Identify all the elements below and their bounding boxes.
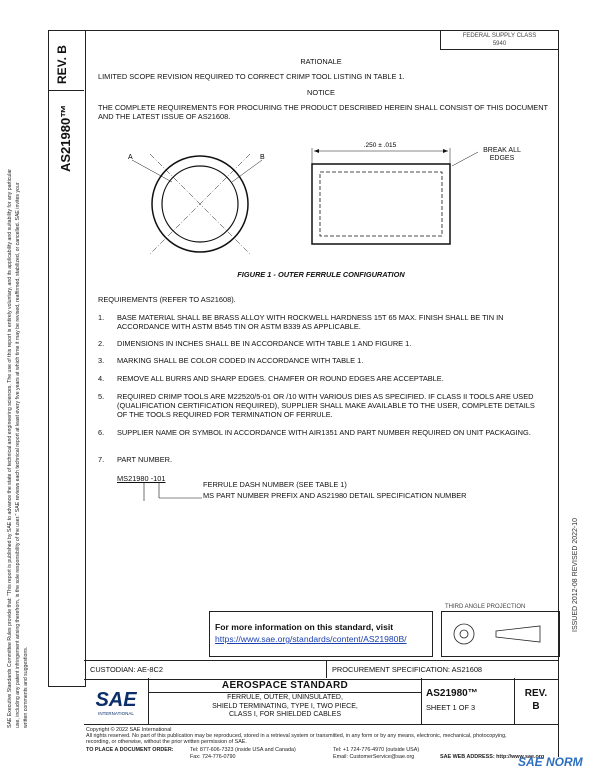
label-b: B (260, 154, 265, 161)
footer-fax: Fax: 724-776-0790 (190, 754, 236, 760)
desc-line-1: FERRULE, OUTER, UNINSULATED, (227, 694, 343, 701)
part-number-example: MS21980 -101 (117, 474, 166, 483)
custodian-text: CUSTODIAN: AE-8C2 (90, 665, 163, 674)
footer-tel: Tel: 877-606-7323 (inside USA and Canada) (190, 747, 296, 753)
ferrule-end-view (132, 154, 262, 254)
side-dates: ISSUED 2012-08 REVISED 2022-10 (572, 517, 579, 632)
standard-description (149, 694, 421, 720)
side-rev-text: REV. (55, 57, 69, 84)
req-text-5: REQUIRED CRIMP TOOLS ARE M22520/5-01 OR /10 WITH VARIOUS DIES AS SPECIFIED. IF CLASS II TOOLS ARE USED (QUALIFICATION CERTIFICATION REQUIRED), SUPPLIER SHALL MAKE AVAILABLE TO THE USER, COMPLETE DETAILS OF THE TOOLS REQUIRED FOR TERMINATION OF FERRULE. (117, 392, 535, 419)
footer-web: SAE WEB ADDRESS: http://www.sae.org (440, 754, 545, 760)
req-text-2: DIMENSIONS IN INCHES SHALL BE IN ACCORDANCE WITH TABLE 1 AND FIGURE 1. (117, 339, 412, 348)
watermark: SAE NORM (518, 755, 583, 769)
side-legal-notice: SAE Executive Standards Committee Rules provide that: "This report is published by SAE to advance the state of technical and engineering sciences. The use of this report is entirely voluntary, and its applicability and suitability for any particular use, including any patent infringement arising therefrom, is the sole responsibility of the user." SAE reviews each technical report at least every five years at which time it may be revised, reaffirmed, stabilized, or cancelled. SAE invites your written comments and suggestions. (7, 168, 29, 728)
requirements-heading: REQUIREMENTS (REFER TO AS21608). (98, 295, 236, 304)
third-angle-symbol (448, 618, 552, 650)
part-number-leaders (140, 482, 210, 502)
req-num-6: 6. (98, 428, 105, 437)
side-rev-value: B (55, 45, 69, 54)
label-a: A (128, 154, 133, 161)
desc-line-3: CLASS I, FOR SHIELDED CABLES (228, 711, 342, 718)
figure-caption: FIGURE 1 - OUTER FERRULE CONFIGURATION (237, 270, 405, 279)
req-text-3: MARKING SHALL BE COLOR CODED IN ACCORDANCE WITH TABLE 1. (117, 356, 364, 365)
desc-line-2: SHIELD TERMINATING, TYPE I, TWO PIECE, (212, 702, 358, 710)
rev-value: B (532, 701, 540, 712)
header-stamp (440, 30, 558, 50)
procurement-spec-text: PROCUREMENT SPECIFICATION: AS21608 (332, 665, 483, 674)
standard-link[interactable]: https://www.sae.org/standards/content/AS21980B/ (215, 634, 407, 644)
rationale-text: LIMITED SCOPE REVISION REQUIRED TO CORRECT CRIMP TOOL LISTING IN TABLE 1. (98, 72, 405, 81)
notice-text: THE COMPLETE REQUIREMENTS FOR PROCURING THE PRODUCT DESCRIBED HEREIN SHALL CONSIST OF THIS DOCUMENT AND THE LATEST ISSUE OF AS21608. (98, 103, 548, 121)
rationale-heading: RATIONALE (300, 57, 342, 66)
req-num-5: 5. (98, 392, 105, 401)
footer-tel-2: Tel: +1 724-776-4970 (outside USA) (333, 747, 420, 753)
req-text-4: REMOVE ALL BURRS AND SHARP EDGES. CHAMFER OR ROUND EDGES ARE ACCEPTABLE. (117, 374, 444, 383)
sae-logo (88, 682, 144, 720)
logo-subtext: INTERNATIONAL (98, 711, 134, 716)
side-doc-id: AS21980™ (58, 104, 73, 172)
req-num-3: 3. (98, 356, 105, 365)
req-text-7: PART NUMBER. (117, 455, 173, 464)
standard-banner: AEROSPACE STANDARD (149, 679, 421, 693)
custodian-divider (326, 660, 327, 678)
title-block-divider-2 (421, 678, 422, 724)
req-num-1: 1. (98, 313, 105, 322)
info-title: For more information on this standard, visit (215, 622, 394, 632)
header-stamp-line1: FEDERAL SUPPLY CLASS (462, 33, 537, 39)
req-text-1: BASE MATERIAL SHALL BE BRASS ALLOY WITH ROCKWELL HARDNESS 15T 65 MAX. FINISH SHALL BE TIN IN ACCORDANCE WITH ASTM B545 TIN OR ASTM B339 AS APPLICABLE. (117, 313, 504, 331)
rev-label: REV. (524, 688, 548, 699)
part-number-prefix-note: MS PART NUMBER PREFIX AND AS21980 DETAIL SPECIFICATION NUMBER (203, 491, 467, 500)
footer-copyright: Copyright © 2022 SAE International (86, 727, 172, 733)
document-number: AS21980™ (426, 688, 478, 699)
notice-heading: NOTICE (307, 88, 335, 97)
dimension-label: .250 ± .015 (363, 142, 397, 149)
footer-email: Email: CustomerService@sae.org (333, 754, 415, 760)
side-rev-label (56, 45, 69, 84)
ferrule-side-view (312, 148, 478, 244)
req-num-4: 4. (98, 374, 105, 383)
req-num-2: 2. (98, 339, 105, 348)
footer-order-label: TO PLACE A DOCUMENT ORDER: (86, 747, 174, 753)
break-edges-note: BREAK ALL EDGES (483, 147, 521, 162)
req-num-7: 7. (98, 455, 105, 464)
part-number-dash-note: FERRULE DASH NUMBER (SEE TABLE 1) (203, 480, 347, 489)
sheet-number: SHEET 1 OF 3 (426, 703, 476, 712)
ferrule-figure (110, 140, 530, 270)
req-text-6: SUPPLIER NAME OR SYMBOL IN ACCORDANCE WITH AIR1351 AND PART NUMBER REQUIRED ON UNIT PACKAGING. (117, 428, 531, 437)
header-stamp-line2: 5940 (492, 41, 507, 47)
third-angle-label: THIRD ANGLE PROJECTION (445, 604, 526, 610)
footer-rights-2: recording, or otherwise, without the prior written permission of SAE. (86, 739, 247, 745)
footer-rights: All rights reserved. No part of this publication may be reproduced, stored in a retrieval system or transmitted, in any form or by any means, electronic, mechanical, photocopying, (86, 733, 507, 739)
logo-text: SAE (95, 689, 137, 711)
